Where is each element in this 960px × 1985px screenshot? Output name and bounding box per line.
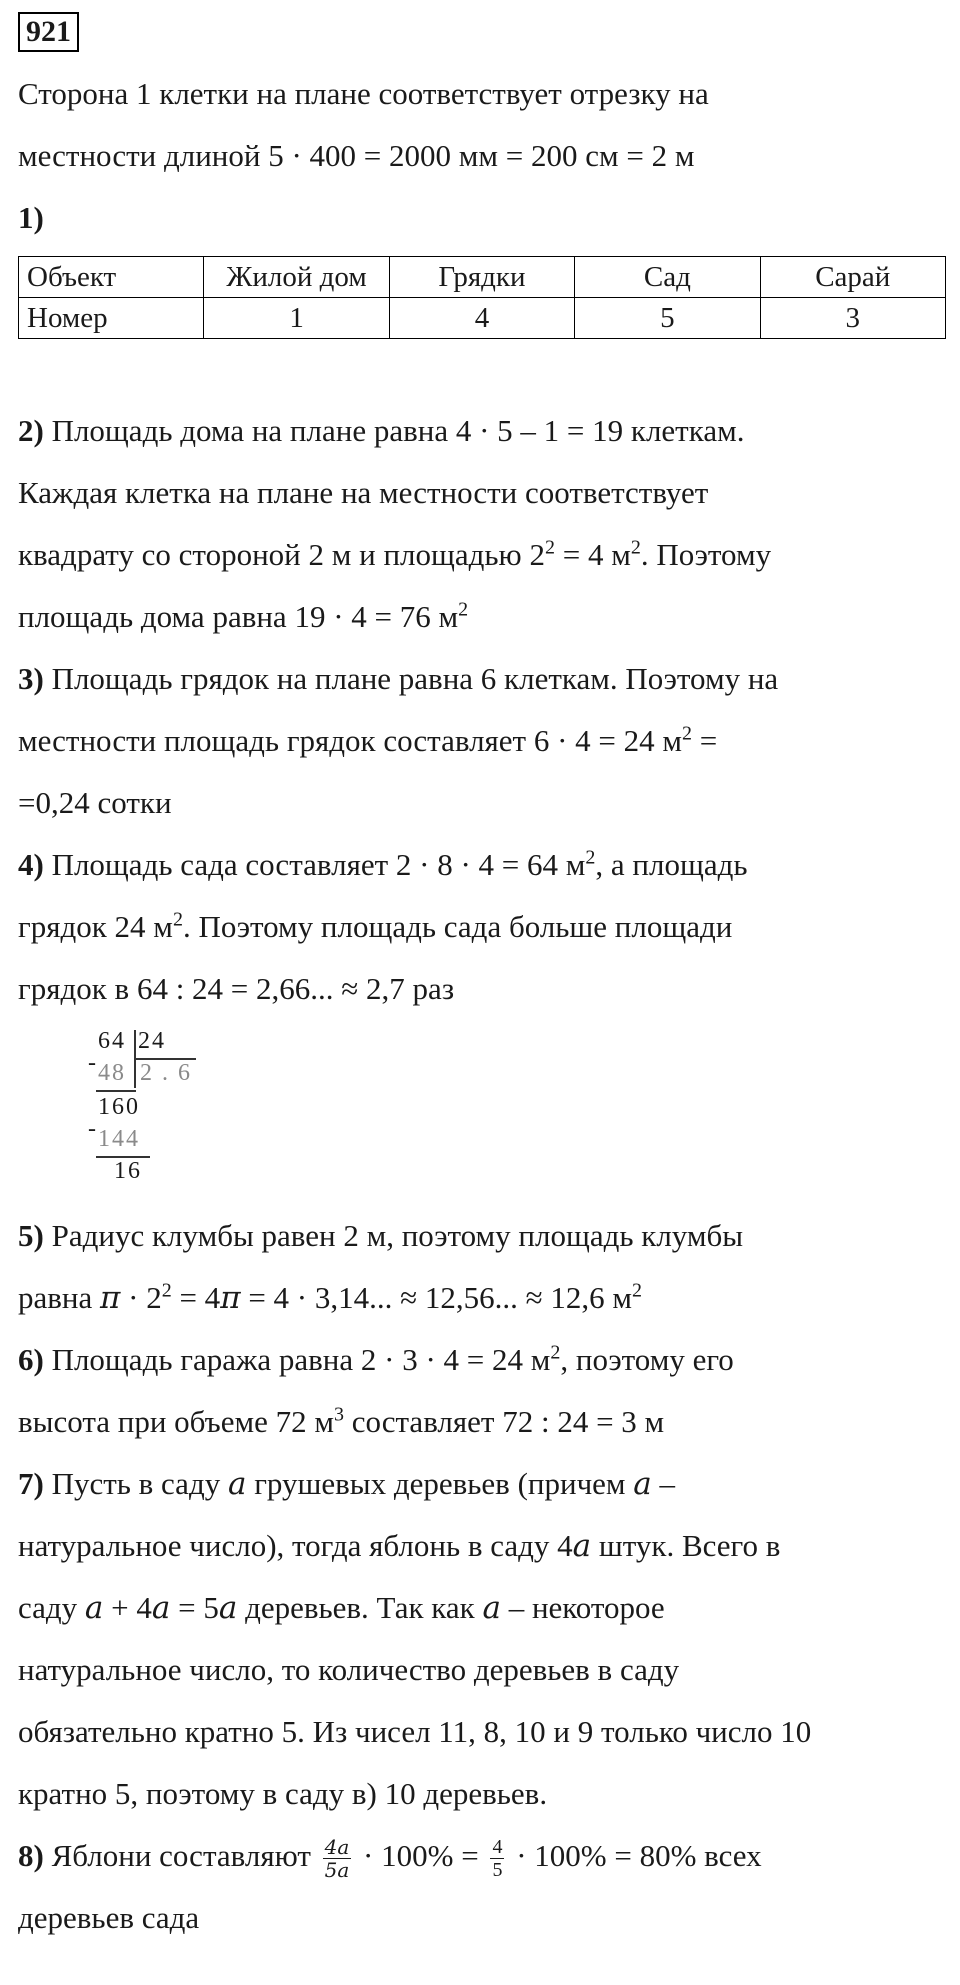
part-label: 7) — [18, 1466, 44, 1501]
part2-line-4 — [18, 597, 468, 637]
part7-line-2 — [18, 1526, 780, 1566]
part7-line-6: кратно 5, поэтому в саду в) 10 деревьев. — [18, 1776, 548, 1811]
variable-a: a — [227, 1466, 247, 1502]
text: грядок 24 м — [18, 909, 173, 944]
divisor: 24 — [138, 1028, 166, 1054]
table-cell: Сад — [575, 257, 760, 298]
text: местности площадь грядок составляет 6 · 4 = 24 м — [18, 723, 683, 758]
part4-line-1 — [18, 845, 748, 885]
part8-line-1 — [18, 1836, 762, 1881]
variable-a: a — [633, 1466, 652, 1502]
problem-number: 921 — [18, 12, 79, 52]
fraction-denominator: 5 — [492, 1859, 503, 1882]
part-label: 2) — [18, 413, 44, 448]
text: Площадь сада составляет 2 · 8 · 4 = 64 м — [43, 847, 586, 882]
variable-a: a — [84, 1590, 104, 1626]
fraction-4-5 — [490, 1836, 504, 1881]
text: – некоторое — [500, 1590, 665, 1625]
text: · 100% = — [355, 1838, 487, 1873]
part6-line-2 — [18, 1402, 664, 1442]
text: . Поэтому — [640, 537, 772, 572]
text: · 100% = 80% всех — [508, 1838, 762, 1873]
text: деревьев. Так как — [237, 1590, 483, 1625]
part-label: 6) — [18, 1342, 44, 1377]
text: Площадь дома на плане равна 4 · 5 – 1 = 19 клеткам. — [43, 413, 745, 448]
part2-line-1 — [18, 411, 744, 451]
part3-line-1 — [18, 659, 778, 699]
division-underline-2 — [96, 1156, 150, 1158]
fraction-4a-5a — [323, 1836, 352, 1881]
text: , поэтому его — [560, 1342, 734, 1377]
part-label: 4) — [18, 847, 44, 882]
text: – — [651, 1466, 676, 1501]
part1-label: 1) — [18, 200, 44, 235]
intro-line-2: местности длиной 5 · 400 = 2000 мм = 200 см = 2 м — [18, 138, 695, 173]
part7-line-4: натуральное число, то количество деревьев в саду — [18, 1652, 680, 1687]
text: + 4 — [103, 1590, 152, 1625]
fraction-numerator: 4 — [492, 1836, 503, 1859]
part3-line-2 — [18, 721, 717, 761]
text: Площадь грядок на плане равна 6 клеткам. Поэтому на — [43, 661, 779, 696]
exponent: 2 — [172, 908, 183, 931]
exponent: 2 — [544, 536, 555, 559]
minus-sign: - — [88, 1116, 98, 1142]
part-label: 3) — [18, 661, 44, 696]
exponent: 2 — [550, 1341, 561, 1364]
table-cell: Грядки — [389, 257, 574, 298]
variable-a: a — [572, 1528, 592, 1564]
text: штук. Всего в — [591, 1528, 781, 1563]
text: Пусть в саду — [43, 1466, 228, 1501]
exponent: 2 — [630, 536, 641, 559]
subtrahend-2: 144 — [98, 1126, 140, 1152]
dividend: 64 — [98, 1028, 126, 1054]
quotient: 2 . 6 — [140, 1060, 192, 1086]
exponent: 2 — [458, 598, 469, 621]
minus-sign: - — [88, 1050, 98, 1076]
fraction-denominator: 5a — [324, 1858, 350, 1883]
text: площадь дома равна 19 · 4 = 76 м — [18, 599, 459, 634]
text: высота при объеме 72 м — [18, 1404, 334, 1439]
text: = 4 м — [554, 537, 631, 572]
subtrahend-1: 48 — [98, 1060, 126, 1086]
exponent: 2 — [161, 1279, 172, 1302]
variable-a: a — [151, 1590, 171, 1626]
part6-line-1 — [18, 1340, 734, 1380]
text: равна — [18, 1280, 100, 1315]
exponent: 2 — [682, 722, 693, 745]
table-cell: Номер — [19, 298, 204, 339]
text: Радиус клумбы равен 2 м, поэтому площадь клумбы — [43, 1218, 744, 1253]
text: . Поэтому площадь сада больше площади — [182, 909, 733, 944]
text: Площадь гаража равна 2 · 3 · 4 = 24 м — [43, 1342, 551, 1377]
fraction-numerator: 4a — [324, 1835, 350, 1860]
part8-line-2: деревьев сада — [18, 1900, 200, 1935]
exponent: 2 — [632, 1279, 643, 1302]
part-label: 8) — [18, 1838, 44, 1873]
table-cell: 1 — [204, 298, 389, 339]
table-cell: 4 — [389, 298, 574, 339]
table-row — [19, 257, 946, 298]
text: составляет 72 : 24 = 3 м — [343, 1404, 665, 1439]
variable-a: a — [482, 1590, 501, 1626]
division-quotient-line — [134, 1058, 196, 1060]
text: , а площадь — [595, 847, 748, 882]
text: = — [692, 723, 718, 758]
table-cell: Сарай — [760, 257, 945, 298]
text: саду — [18, 1590, 85, 1625]
remainder-2: 16 — [114, 1158, 142, 1184]
objects-table — [18, 256, 946, 339]
text: = 5 — [170, 1590, 219, 1625]
part-label: 5) — [18, 1218, 44, 1253]
exponent: 2 — [585, 846, 596, 869]
part5-line-2 — [18, 1278, 642, 1318]
text: = 4 · 3,14... ≈ 12,56... ≈ 12,6 м — [240, 1280, 633, 1315]
remainder-1: 160 — [98, 1094, 140, 1120]
part4-line-2 — [18, 907, 732, 947]
table-cell: 3 — [760, 298, 945, 339]
text: натуральное число), тогда яблонь в саду 4 — [18, 1528, 573, 1563]
part7-line-5: обязательно кратно 5. Из чисел 11, 8, 10 и 9 только число 10 — [18, 1714, 812, 1749]
exponent: 3 — [333, 1403, 344, 1426]
table-cell: Жилой дом — [204, 257, 389, 298]
division-underline-1 — [96, 1090, 136, 1092]
part7-line-1 — [18, 1464, 675, 1504]
table-cell: Объект — [19, 257, 204, 298]
variable-a: a — [218, 1590, 238, 1626]
long-division — [86, 1024, 226, 1194]
part5-line-1 — [18, 1216, 743, 1256]
table-row — [19, 298, 946, 339]
part3-line-3: =0,24 сотки — [18, 785, 172, 820]
intro-line-1: Сторона 1 клетки на плане соответствует отрезку на — [18, 76, 709, 111]
table-cell: 5 — [575, 298, 760, 339]
pi-symbol: π — [100, 1280, 121, 1316]
text: грушевых деревьев (причем — [246, 1466, 634, 1501]
part2-line-2: Каждая клетка на плане на местности соответствует — [18, 475, 709, 510]
text: · 2 — [120, 1280, 162, 1315]
part7-line-3 — [18, 1588, 665, 1628]
part2-line-3 — [18, 535, 771, 575]
text: = 4 — [171, 1280, 221, 1315]
text: Яблони составляют — [43, 1838, 319, 1873]
part4-line-3: грядок в 64 : 24 = 2,66... ≈ 2,7 раз — [18, 971, 455, 1006]
pi-symbol: π — [220, 1280, 241, 1316]
text: квадрату со стороной 2 м и площадью 2 — [18, 537, 545, 572]
